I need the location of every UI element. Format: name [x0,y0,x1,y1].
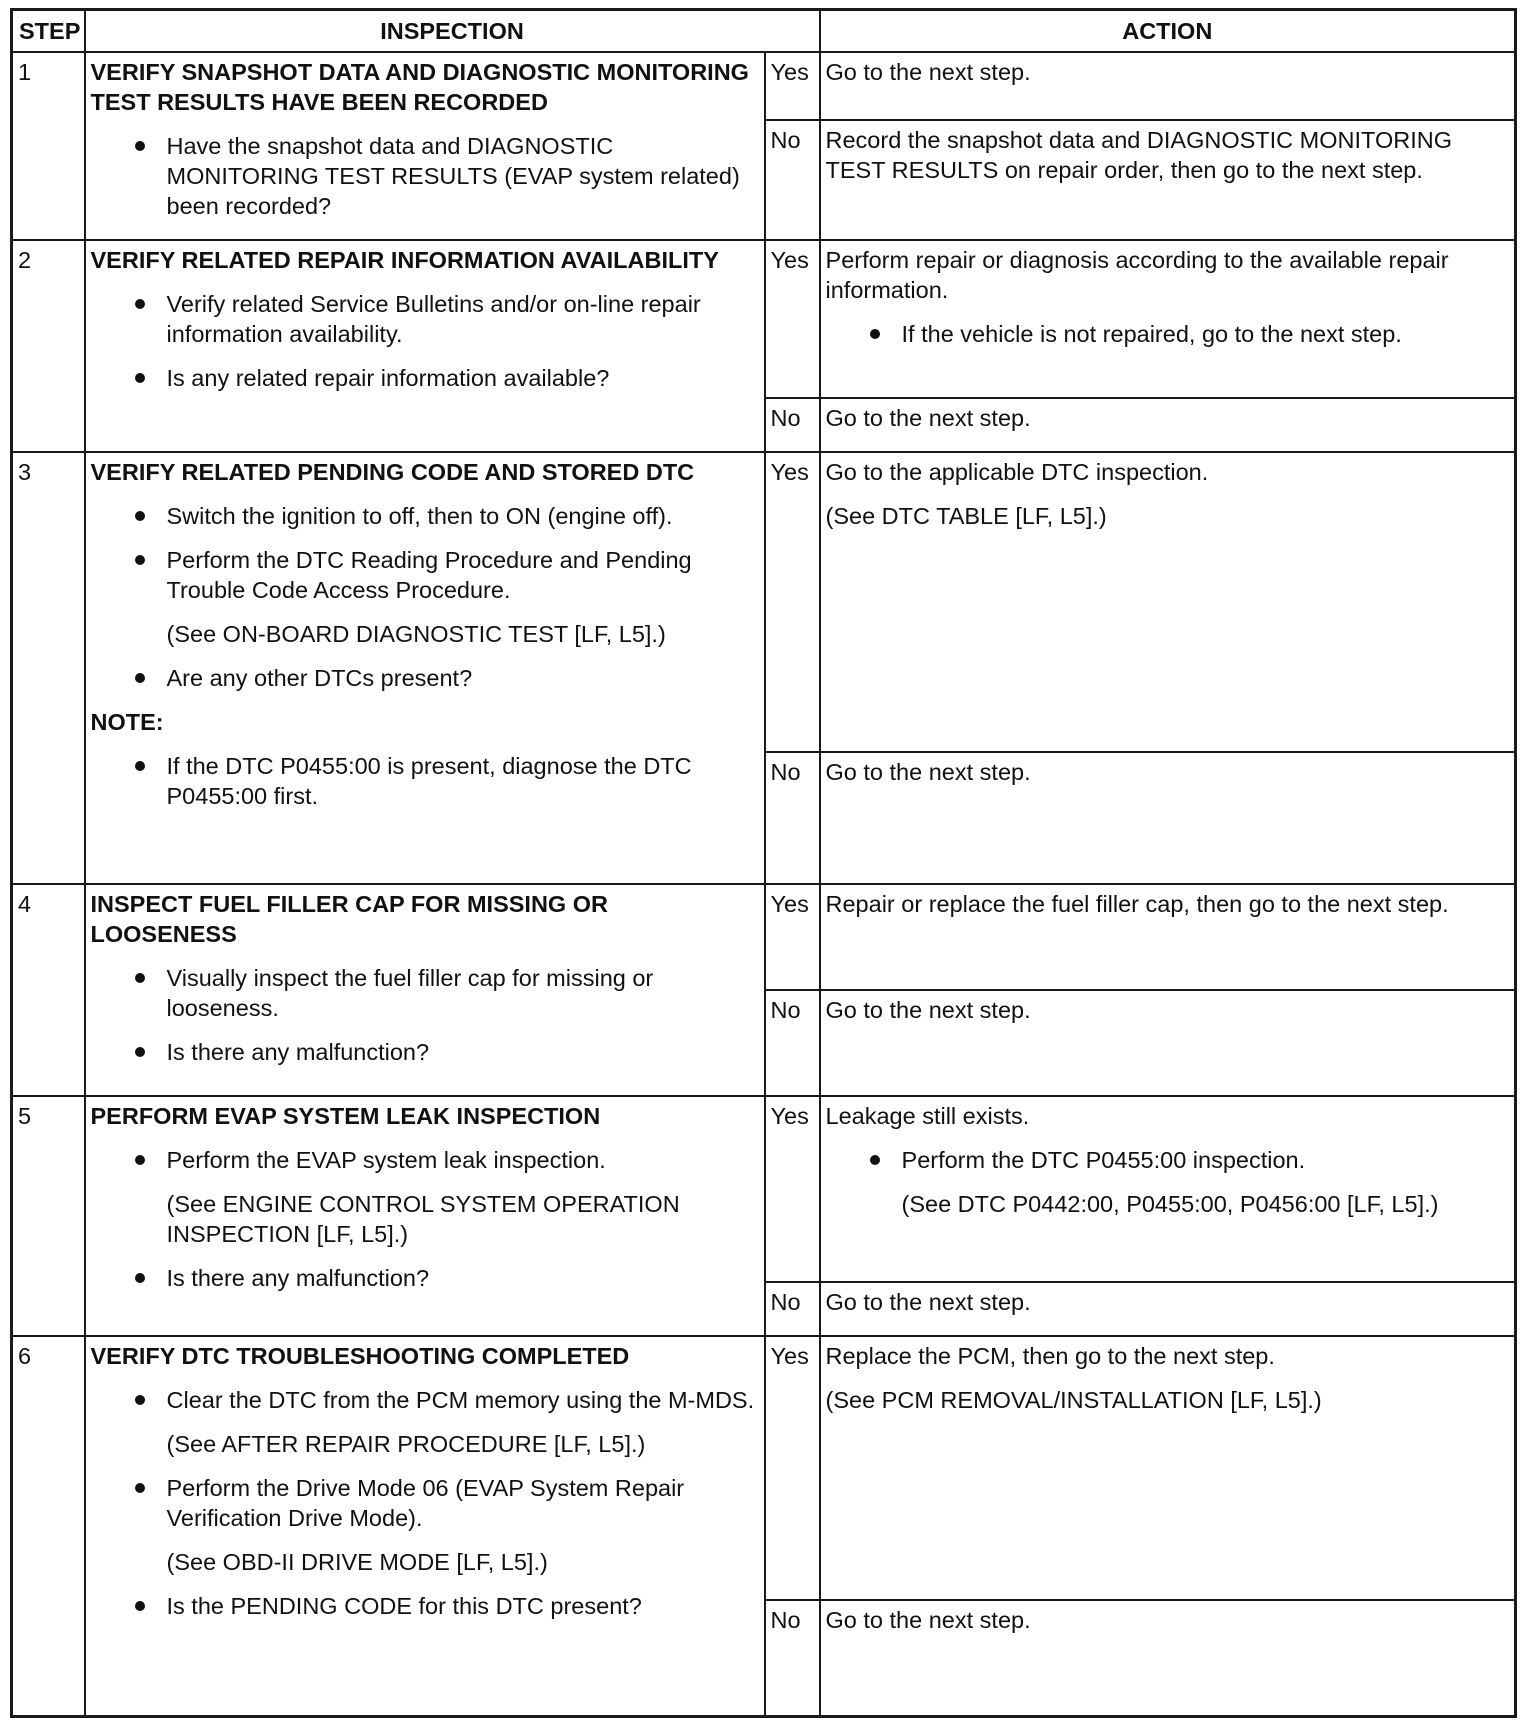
step-title: VERIFY DTC TROUBLESHOOTING COMPLETED [90,1343,630,1369]
inspection-reference: (See ENGINE CONTROL SYSTEM OPERATION INSPECTION [LF, L5].) [166,1191,680,1247]
action-no [820,1282,1516,1336]
note-bullet: If the DTC P0455:00 is present, diagnose the DTC P0455:00 first. [91,751,758,811]
inspection-bullet: Perform the DTC Reading Procedure and Pending Trouble Code Access Procedure. [91,545,758,605]
inspection-reference: (See AFTER REPAIR PROCEDURE [LF, L5].) [166,1431,646,1457]
action-no [820,752,1516,884]
action-text: Perform repair or diagnosis according to the available repair information. [825,247,1449,303]
step-number: 6 [12,1336,85,1716]
action-reference: (See DTC P0442:00, P0455:00, P0456:00 [LF, L5].) [901,1191,1439,1217]
no-label: No [765,120,820,240]
inspection-cell [85,1096,765,1336]
inspection-reference: (See OBD-II DRIVE MODE [LF, L5].) [166,1549,548,1575]
action-yes [820,1096,1516,1282]
action-no [820,1600,1516,1716]
step-number: 2 [12,240,85,452]
inspection-cell [85,452,765,884]
diagnostic-table [10,8,1517,1718]
action-reference: (See DTC TABLE [LF, L5].) [825,503,1107,529]
action-no [820,120,1516,240]
action-text: Repair or replace the fuel filler cap, then go to the next step. [825,891,1449,917]
step-number: 4 [12,884,85,1096]
step-number: 5 [12,1096,85,1336]
no-label: No [765,752,820,884]
action-reference: (See PCM REMOVAL/INSTALLATION [LF, L5].) [825,1387,1322,1413]
inspection-bullet: Switch the ignition to off, then to ON (engine off). [91,501,758,531]
step-title: VERIFY RELATED REPAIR INFORMATION AVAILABILITY [90,247,719,273]
inspection-cell [85,52,765,240]
table-row [12,1096,1516,1282]
action-no [820,398,1516,452]
action-text: Go to the next step. [825,759,1031,785]
header-step: STEP [12,10,85,53]
yes-label: Yes [765,1336,820,1600]
inspection-bullet: Is any related repair information available? [91,363,758,393]
table-row [12,240,1516,398]
action-no [820,990,1516,1096]
header-inspection: INSPECTION [85,10,820,53]
action-text: Replace the PCM, then go to the next step. [825,1343,1275,1369]
no-label: No [765,990,820,1096]
no-label: No [765,398,820,452]
inspection-bullet: Is there any malfunction? [91,1263,758,1293]
inspection-bullet: Are any other DTCs present? [91,663,758,693]
inspection-bullet: Clear the DTC from the PCM memory using the M-MDS. [91,1385,758,1415]
action-bullet: If the vehicle is not repaired, go to the next step. [826,319,1509,349]
action-yes [820,52,1516,120]
step-title: PERFORM EVAP SYSTEM LEAK INSPECTION [90,1103,601,1129]
action-yes [820,452,1516,752]
header-row [12,10,1516,53]
action-text: Go to the next step. [825,405,1031,431]
no-label: No [765,1282,820,1336]
table-row [12,884,1516,990]
yes-label: Yes [765,1096,820,1282]
step-title: INSPECT FUEL FILLER CAP FOR MISSING OR LOOSENESS [90,891,608,947]
inspection-cell [85,884,765,1096]
header-action: ACTION [820,10,1516,53]
inspection-bullet: Visually inspect the fuel filler cap for missing or looseness. [91,963,758,1023]
step-title: VERIFY SNAPSHOT DATA AND DIAGNOSTIC MONITORING TEST RESULTS HAVE BEEN RECORDED [90,59,749,115]
note-label: NOTE: [90,709,164,735]
inspection-reference: (See ON-BOARD DIAGNOSTIC TEST [LF, L5].) [166,621,666,647]
yes-label: Yes [765,884,820,990]
table-row [12,52,1516,120]
inspection-bullet: Perform the Drive Mode 06 (EVAP System Repair Verification Drive Mode). [91,1473,758,1533]
step-title: VERIFY RELATED PENDING CODE AND STORED DTC [90,459,695,485]
yes-label: Yes [765,52,820,120]
table-row [12,452,1516,752]
inspection-bullet: Have the snapshot data and DIAGNOSTIC MONITORING TEST RESULTS (EVAP system related) been recorded? [91,131,758,221]
action-text: Record the snapshot data and DIAGNOSTIC MONITORING TEST RESULTS on repair order, then go to the next step. [825,127,1452,183]
yes-label: Yes [765,452,820,752]
action-yes [820,1336,1516,1600]
step-number: 1 [12,52,85,240]
action-text: Go to the next step. [825,997,1031,1023]
inspection-cell [85,1336,765,1716]
inspection-bullet: Verify related Service Bulletins and/or on-line repair information availability. [91,289,758,349]
yes-label: Yes [765,240,820,398]
action-text: Leakage still exists. [825,1103,1030,1129]
action-yes [820,240,1516,398]
table-row [12,1336,1516,1600]
action-bullet: Perform the DTC P0455:00 inspection. [826,1145,1509,1175]
inspection-bullet: Is there any malfunction? [91,1037,758,1067]
inspection-cell [85,240,765,452]
action-yes [820,884,1516,990]
action-text: Go to the applicable DTC inspection. [825,459,1209,485]
inspection-bullet: Perform the EVAP system leak inspection. [91,1145,758,1175]
inspection-bullet: Is the PENDING CODE for this DTC present? [91,1591,758,1621]
action-text: Go to the next step. [825,1289,1031,1315]
action-text: Go to the next step. [825,59,1031,85]
action-text: Go to the next step. [825,1607,1031,1633]
no-label: No [765,1600,820,1716]
step-number: 3 [12,452,85,884]
